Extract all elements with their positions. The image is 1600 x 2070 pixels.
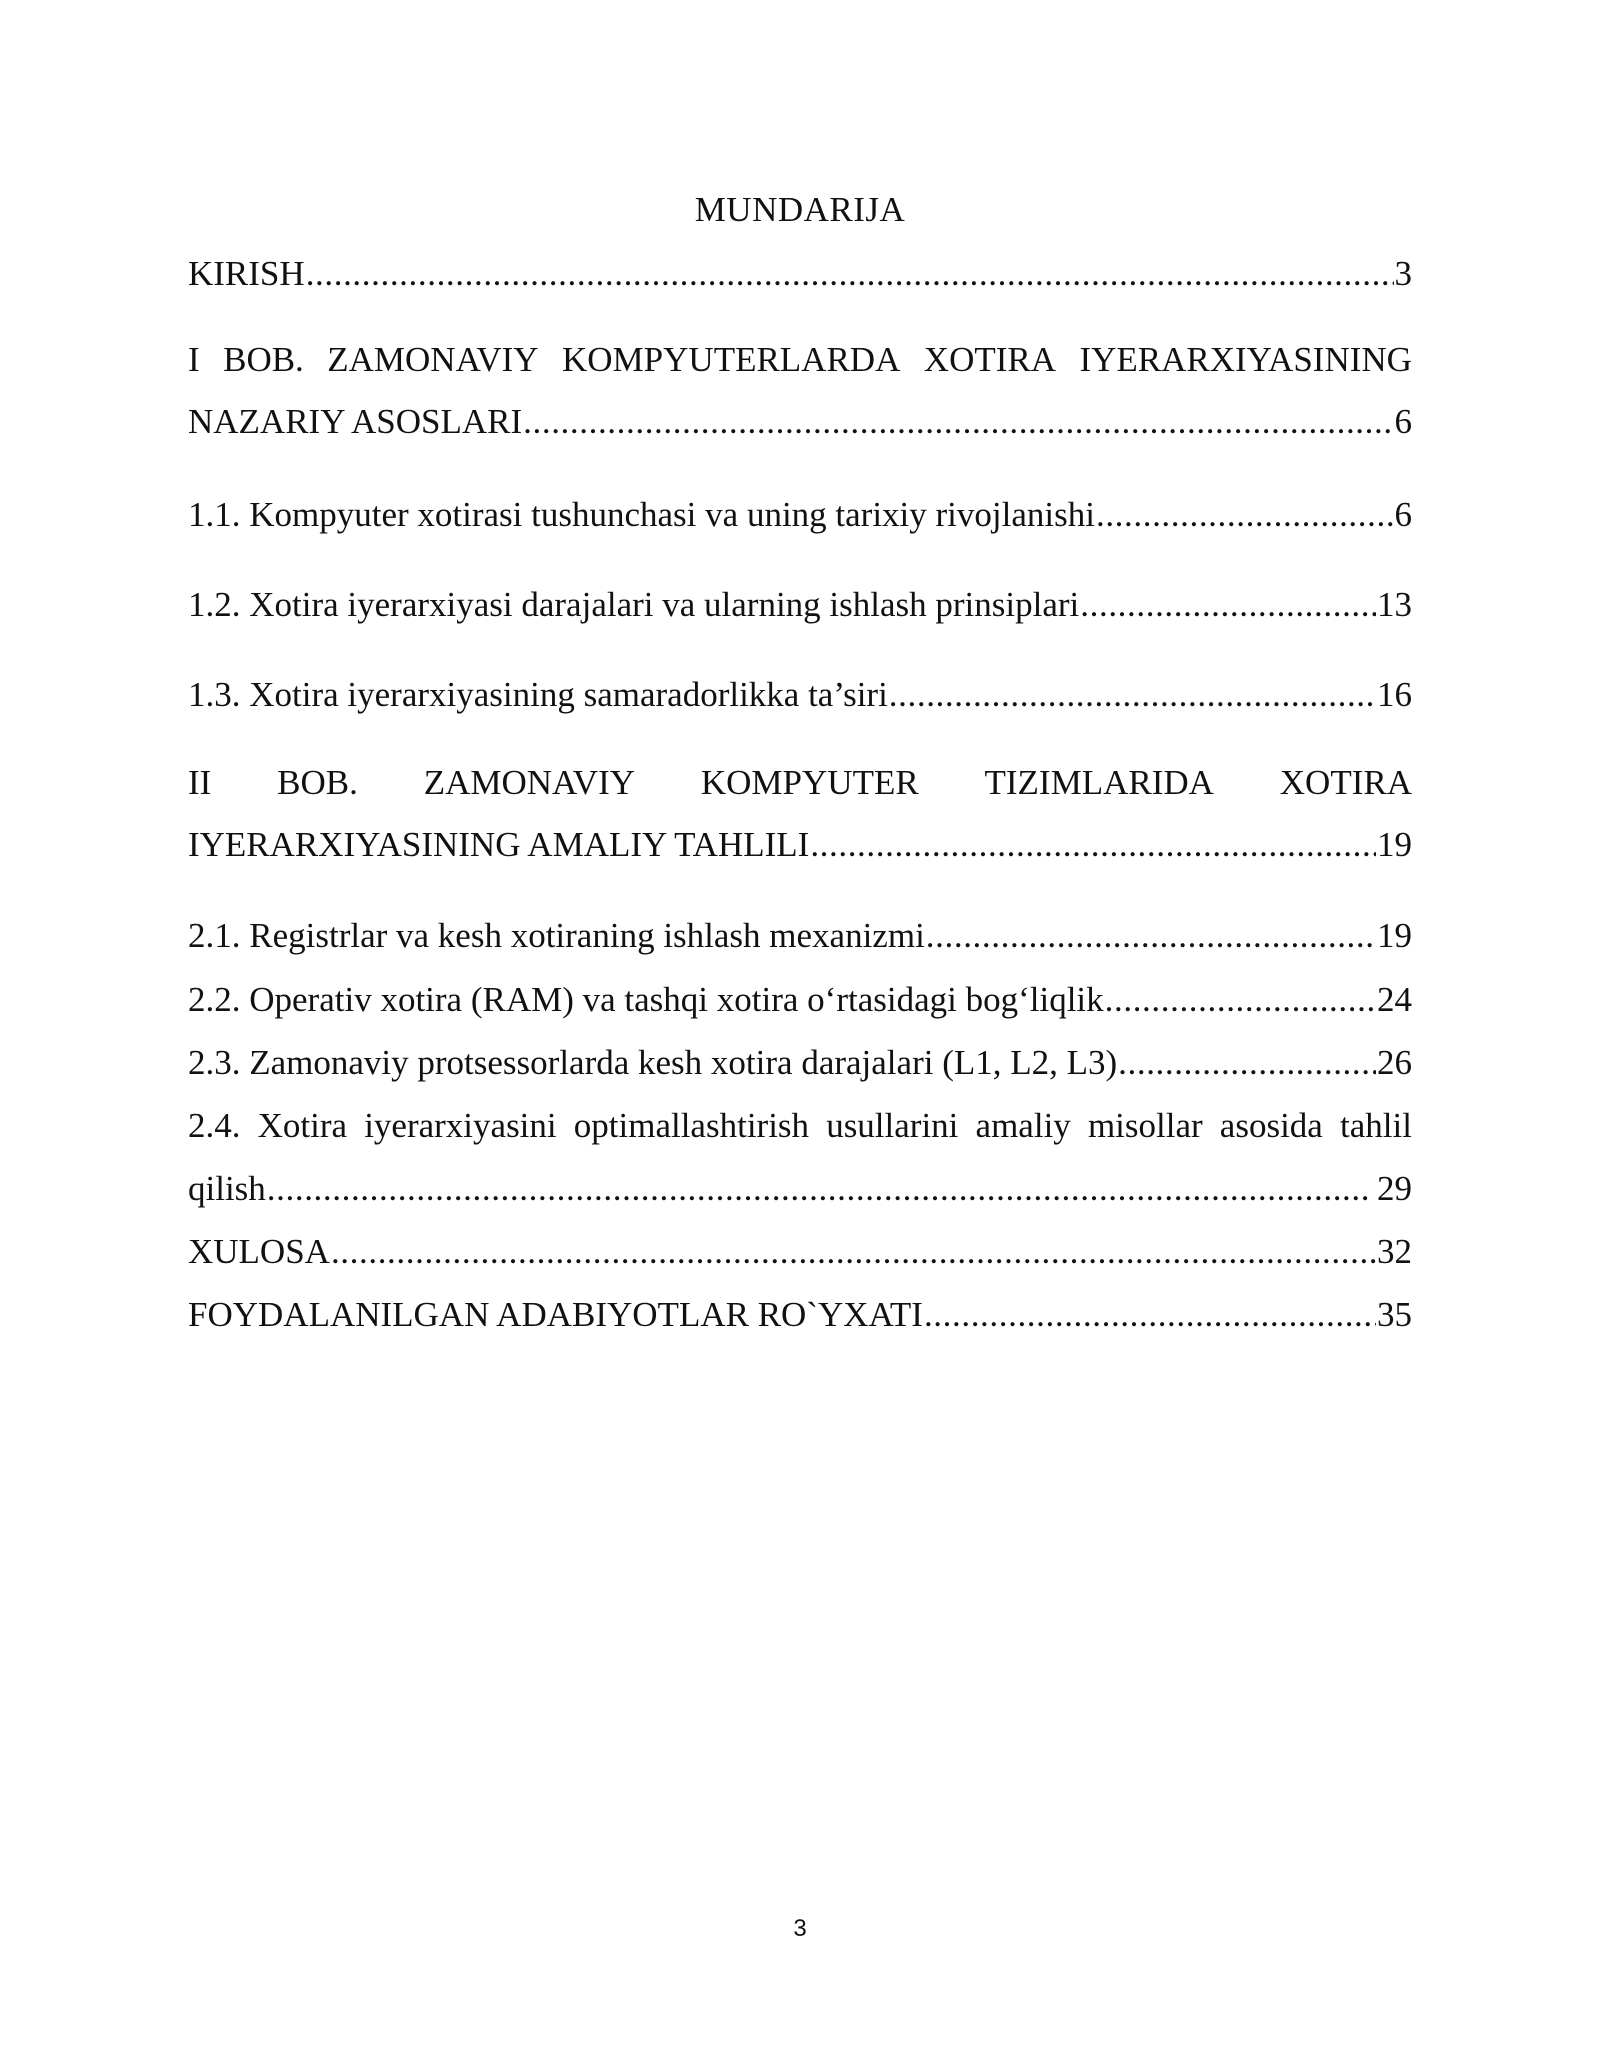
toc-entry-kirish: [188, 254, 1412, 294]
toc-title: MUNDARIJA: [694, 190, 906, 229]
toc-line: [188, 1295, 1412, 1335]
toc-word: KOMPYUTERLARDA: [562, 340, 901, 379]
toc-page-number: 29: [1377, 1169, 1412, 1208]
toc-word: ZAMONAVIY: [327, 340, 539, 379]
toc-entry-text: 1.3. Xotira iyerarxiyasining samaradorlikka ta’siri: [188, 675, 888, 714]
toc-word: KOMPYUTER: [700, 763, 919, 802]
toc-page-number: 13: [1377, 585, 1412, 624]
toc-page-number: 6: [1394, 402, 1412, 441]
toc-justified-line: [188, 763, 1412, 803]
toc-line: [188, 495, 1412, 535]
dot-leader: [306, 254, 1394, 294]
toc-word: BOB.: [223, 340, 304, 379]
toc-entry-section-1-2: [188, 585, 1412, 625]
toc-word: asosida: [1219, 1106, 1323, 1145]
toc-entry-text: qilish: [188, 1169, 266, 1208]
toc-entry-text: 2.1. Registrlar va kesh xotiraning ishlash mexanizmi: [188, 916, 925, 955]
dot-leader: [889, 675, 1376, 715]
toc-entry-text: 2.3. Zamonaviy protsessorlarda kesh xotira darajalari (L1, L2, L3): [188, 1043, 1118, 1082]
toc-justified-line: [188, 1106, 1412, 1146]
toc-entry-text: NAZARIY ASOSLARI: [188, 402, 523, 441]
toc-entry-xulosa: [188, 1232, 1412, 1272]
toc-line: [188, 585, 1412, 625]
toc-word: TIZIMLARIDA: [984, 763, 1214, 802]
toc-line: [188, 916, 1412, 956]
dot-leader: [1096, 495, 1394, 535]
toc-entry-section-1-3: [188, 675, 1412, 715]
dot-leader: [523, 402, 1393, 442]
toc-word: iyerarxiyasini: [364, 1106, 557, 1145]
toc-line: [188, 1043, 1412, 1083]
toc-page-number: 19: [1377, 825, 1412, 864]
toc-line: [188, 980, 1412, 1020]
toc-entry-text: XULOSA: [188, 1232, 330, 1271]
toc-word: IYERARXIYASINING: [1079, 340, 1412, 379]
toc-entry-section-2-4: [188, 1106, 1412, 1209]
toc-page-number: 6: [1394, 495, 1412, 534]
toc-entry-text: IYERARXIYASINING AMALIY TAHLILI: [188, 825, 810, 864]
page-number-footer: 3: [793, 1915, 807, 1942]
toc-word: misollar: [1087, 1106, 1203, 1145]
toc-word: XOTIRA: [1279, 763, 1412, 802]
toc-entry-text: 2.2. Operativ xotira (RAM) va tashqi xotira o‘rtasidagi bog‘liqlik: [188, 980, 1104, 1019]
toc-word: Xotira: [257, 1106, 348, 1145]
toc-line: [188, 675, 1412, 715]
toc-line: [188, 1169, 1412, 1209]
toc-word: II: [188, 763, 212, 802]
dot-leader: [331, 1232, 1376, 1272]
toc-entry-section-1-1: [188, 495, 1412, 535]
toc-entry-text: 1.1. Kompyuter xotirasi tushunchasi va uning tarixiy rivojlanishi: [188, 495, 1095, 534]
dot-leader: [1080, 585, 1376, 625]
toc-justified-line: [188, 340, 1412, 380]
dot-leader: [810, 825, 1376, 865]
toc-page-number: 24: [1377, 980, 1412, 1019]
dot-leader: [926, 916, 1376, 956]
toc-line: [188, 402, 1412, 442]
toc-entry-text: FOYDALANILGAN ADABIYOTLAR RO`YXATI: [188, 1295, 923, 1334]
dot-leader: [1118, 1043, 1376, 1083]
toc-entry-section-2-3: [188, 1043, 1412, 1083]
toc-entry-bibliography: [188, 1295, 1412, 1335]
toc-page-number: 19: [1377, 916, 1412, 955]
toc-word: I: [188, 340, 200, 379]
toc-page-number: 32: [1377, 1232, 1412, 1271]
toc-page-number: 16: [1377, 675, 1412, 714]
toc-word: 2.4.: [188, 1106, 241, 1145]
toc-word: tahlil: [1339, 1106, 1412, 1145]
toc-line: [188, 1232, 1412, 1272]
toc-word: optimallashtirish: [573, 1106, 810, 1145]
toc-page-number: 26: [1377, 1043, 1412, 1082]
toc-page-number: 35: [1377, 1295, 1412, 1334]
toc-word: ZAMONAVIY: [423, 763, 636, 802]
toc-word: amaliy: [975, 1106, 1071, 1145]
toc-entry-chapter-2: [188, 763, 1412, 865]
dot-leader: [924, 1295, 1376, 1335]
toc-word: usullarini: [826, 1106, 959, 1145]
toc-line: [188, 825, 1412, 865]
toc-word: XOTIRA: [923, 340, 1057, 379]
toc-page-number: 3: [1394, 254, 1412, 293]
toc-entry-chapter-1: [188, 340, 1412, 442]
dot-leader: [267, 1169, 1368, 1209]
toc-entry-section-2-2: [188, 980, 1412, 1020]
toc-entry-section-2-1: [188, 916, 1412, 956]
toc-entry-text: KIRISH: [188, 254, 305, 293]
dot-leader: [1105, 980, 1376, 1020]
toc-entry-text: 1.2. Xotira iyerarxiyasi darajalari va ularning ishlash prinsiplari: [188, 585, 1080, 624]
toc-line: [188, 254, 1412, 294]
toc-word: BOB.: [277, 763, 358, 802]
